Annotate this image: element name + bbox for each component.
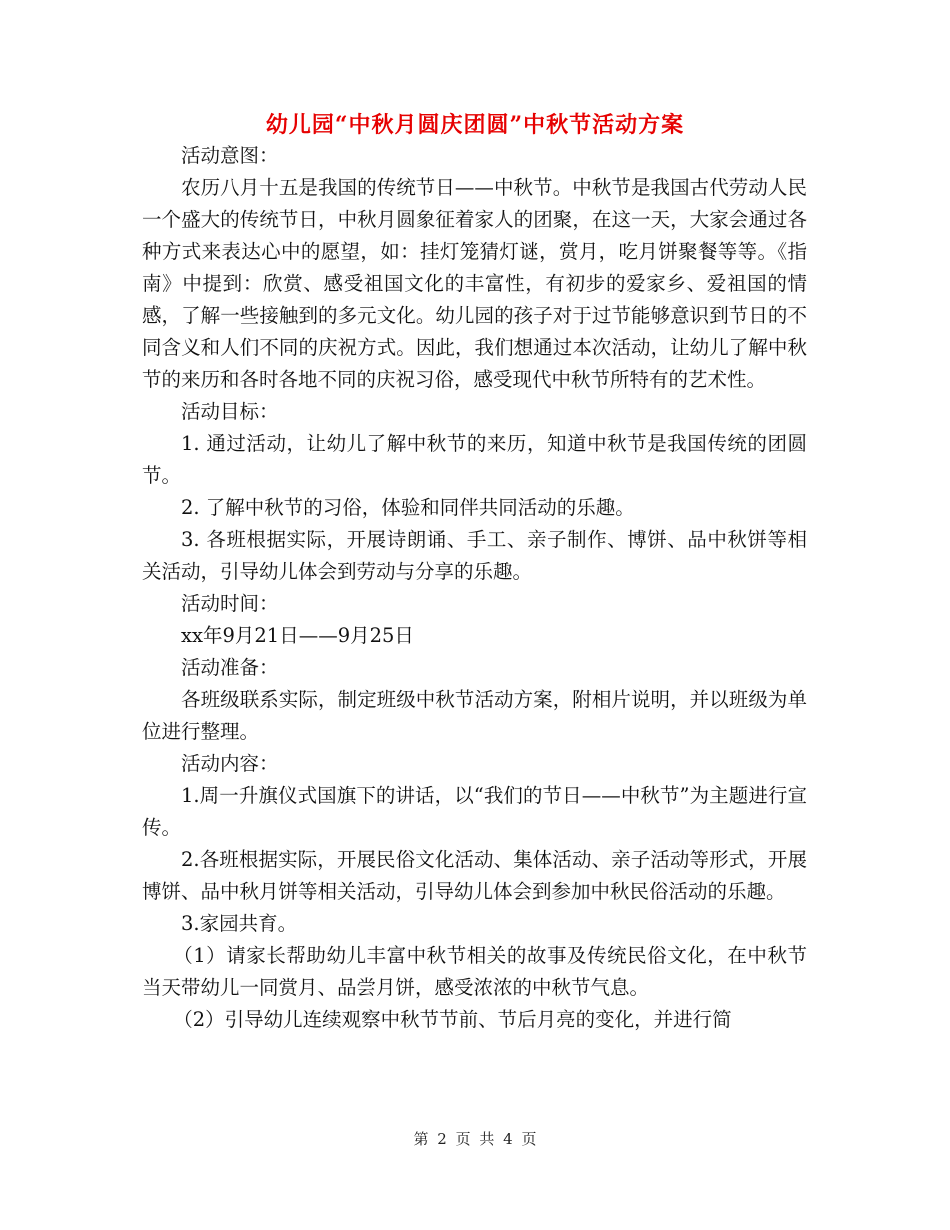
content-item-1: 1.周一升旗仪式国旗下的讲话，以“我们的节日——中秋节”为主题进行宣传。 xyxy=(142,784,807,839)
goal-item-2: 2. 了解中秋节的习俗，体验和同伴共同活动的乐趣。 xyxy=(181,496,635,519)
section-heading-content: 活动内容： xyxy=(181,752,279,775)
document-title: 幼儿园“中秋月圆庆团圆”中秋节活动方案 xyxy=(265,112,685,138)
intent-paragraph: 农历八月十五是我国的传统节日——中秋节。中秋节是我国古代劳动人民一个盛大的传统节日，中秋月圆象征着家人的团聚，在这一天，大家会通过各种方式来表达心中的愿望，如：挂灯笼猜灯谜，赏月，吃月饼聚餐等等。《指南》中提到：欣赏、感受祖国文化的丰富性，有初步的爱家乡、爱祖国的情感，了解一些接触到的多元文化。幼儿园的孩子对于过节能够意识到节日的不同含义和人们不同的庆祝方式。因此，我们想通过本次活动，让幼儿了解中秋节的来历和各时各地不同的庆祝习俗，感受现代中秋节所特有的艺术性。 xyxy=(142,176,807,391)
content-item-3: 3.家园共育。 xyxy=(181,912,298,935)
page-number-footer: 第 2 页 共 4 页 xyxy=(413,1130,537,1148)
content-item-2: 2.各班根据实际，开展民俗文化活动、集体活动、亲子活动等形式，开展博饼、品中秋月饼等相关活动，引导幼儿体会到参加中秋民俗活动的乐趣。 xyxy=(142,848,807,903)
goal-item-1: 1. 通过活动，让幼儿了解中秋节的来历，知道中秋节是我国传统的团圆节。 xyxy=(142,432,807,487)
section-heading-time: 活动时间： xyxy=(181,592,279,615)
goal-item-3: 3. 各班根据实际，开展诗朗诵、手工、亲子制作、博饼、品中秋饼等相关活动，引导幼儿体会到劳动与分享的乐趣。 xyxy=(142,528,807,583)
content-subitem-1: （1）请家长帮助幼儿丰富中秋节相关的故事及传统民俗文化，在中秋节当天带幼儿一同赏月、品尝月饼，感受浓浓的中秋节气息。 xyxy=(142,944,807,999)
activity-time: xx年9月21日——9月25日 xyxy=(181,624,414,647)
content-subitem-2: （2）引导幼儿连续观察中秋节节前、节后月亮的变化，并进行简 xyxy=(173,1008,732,1031)
section-heading-preparation: 活动准备： xyxy=(181,656,279,679)
section-heading-goals: 活动目标： xyxy=(181,400,279,423)
section-heading-intent: 活动意图： xyxy=(181,144,279,167)
document-body xyxy=(142,140,807,1036)
preparation-paragraph: 各班级联系实际，制定班级中秋节活动方案，附相片说明，并以班级为单位进行整理。 xyxy=(142,688,807,743)
